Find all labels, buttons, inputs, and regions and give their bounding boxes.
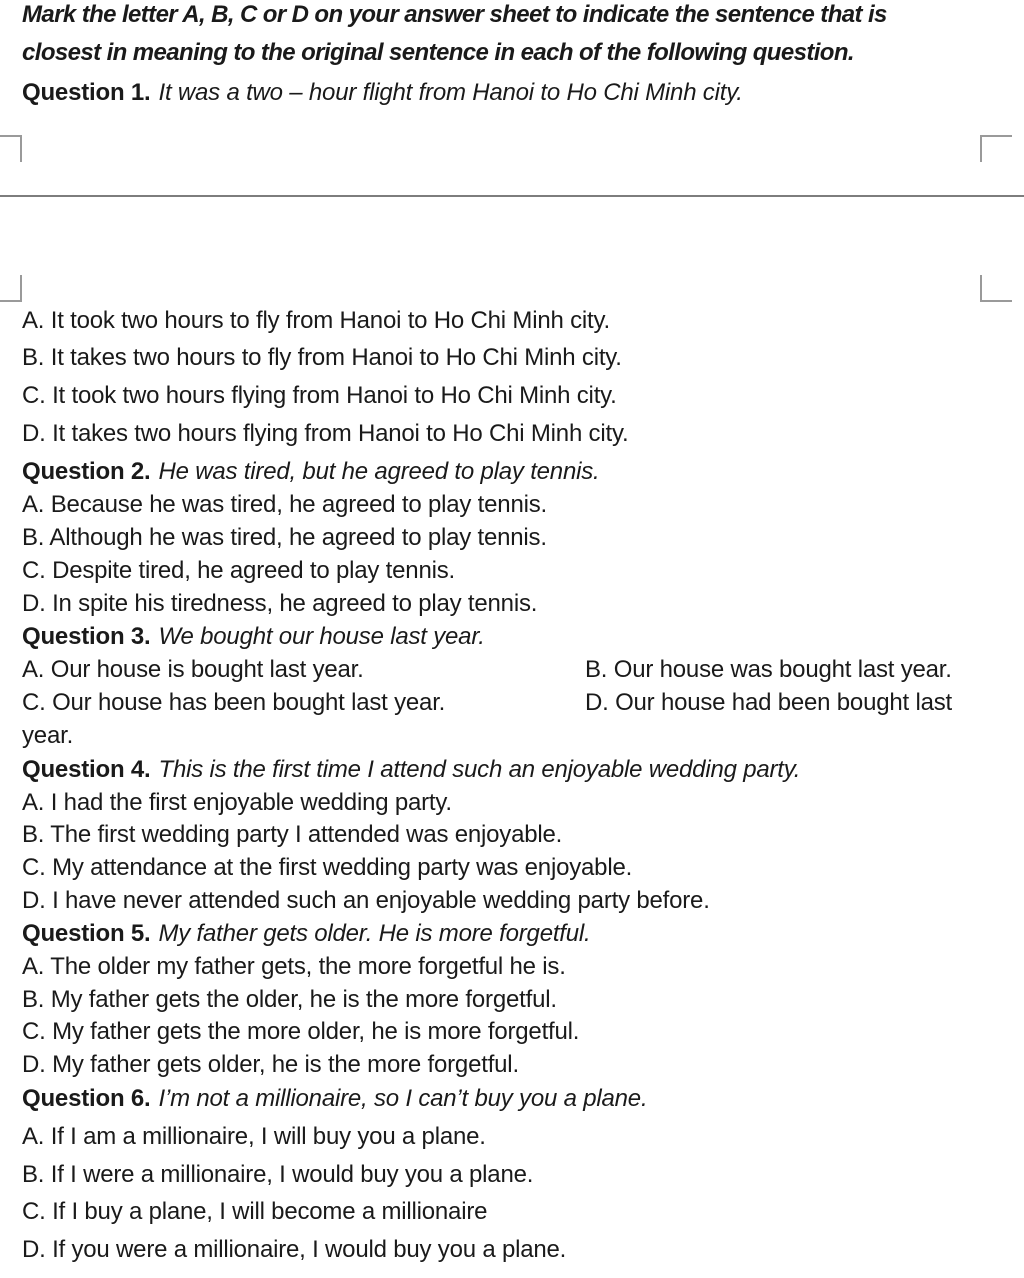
option-b: B. If I were a millionaire, I would buy you a plane.	[22, 1161, 534, 1188]
option-a: A. I had the first enjoyable wedding party.	[22, 789, 452, 816]
option-a: A. Because he was tired, he agreed to play tennis.	[22, 491, 547, 518]
page-corner-mark	[980, 275, 1012, 302]
question-text: My father gets older. He is more forgetful.	[158, 920, 591, 947]
instructions-line-2: closest in meaning to the original sentence in each of the following question.	[22, 39, 854, 66]
question-label: Question 6.	[22, 1085, 151, 1112]
instructions-line-1: Mark the letter A, B, C or D on your answer sheet to indicate the sentence that is	[22, 1, 887, 28]
question-label: Question 4.	[22, 756, 151, 783]
question-3-heading	[22, 622, 485, 652]
option-c: C. My attendance at the first wedding party was enjoyable.	[22, 854, 633, 881]
question-6-heading	[22, 1084, 647, 1114]
question-2-heading	[22, 457, 600, 487]
option-d: D. Our house had been bought last	[585, 689, 952, 716]
question-label: Question 2.	[22, 458, 151, 485]
question-1-heading	[22, 78, 743, 108]
option-c: C. If I buy a plane, I will become a millionaire	[22, 1198, 488, 1225]
option-d: D. In spite his tiredness, he agreed to play tennis.	[22, 590, 538, 617]
question-label: Question 3.	[22, 623, 151, 650]
option-a: A. If I am a millionaire, I will buy you a plane.	[22, 1123, 486, 1150]
question-text: It was a two – hour flight from Hanoi to Ho Chi Minh city.	[158, 79, 743, 106]
page-corner-mark	[980, 135, 1012, 162]
option-c: C. My father gets the more older, he is more forgetful.	[22, 1018, 580, 1045]
option-b: B. Although he was tired, he agreed to play tennis.	[22, 524, 547, 551]
option-d: D. It takes two hours flying from Hanoi to Ho Chi Minh city.	[22, 420, 629, 447]
option-b: B. It takes two hours to fly from Hanoi to Ho Chi Minh city.	[22, 344, 622, 371]
option-d: D. If you were a millionaire, I would buy you a plane.	[22, 1236, 567, 1263]
question-label: Question 1.	[22, 79, 151, 106]
option-b: B. The first wedding party I attended was enjoyable.	[22, 821, 563, 848]
page-separator	[0, 195, 1024, 197]
option-b: B. Our house was bought last year.	[585, 656, 952, 683]
page-corner-mark	[0, 135, 22, 162]
question-text: We bought our house last year.	[158, 623, 485, 650]
option-d: D. My father gets older, he is the more forgetful.	[22, 1051, 519, 1078]
question-text: He was tired, but he agreed to play tennis.	[158, 458, 600, 485]
option-d: D. I have never attended such an enjoyable wedding party before.	[22, 887, 710, 914]
question-5-heading	[22, 919, 591, 949]
option-d-continuation: year.	[22, 722, 74, 749]
option-c: C. Our house has been bought last year.	[22, 689, 446, 716]
question-label: Question 5.	[22, 920, 151, 947]
option-c: C. Despite tired, he agreed to play tennis.	[22, 557, 455, 584]
option-c: C. It took two hours flying from Hanoi to Ho Chi Minh city.	[22, 382, 617, 409]
option-a: A. The older my father gets, the more forgetful he is.	[22, 953, 566, 980]
question-text: This is the first time I attend such an enjoyable wedding party.	[158, 756, 801, 783]
question-text: I’m not a millionaire, so I can’t buy you a plane.	[158, 1085, 648, 1112]
page-corner-mark	[0, 275, 22, 302]
option-a: A. Our house is bought last year.	[22, 656, 364, 683]
option-a: A. It took two hours to fly from Hanoi to Ho Chi Minh city.	[22, 307, 610, 334]
question-4-heading	[22, 755, 800, 785]
option-b: B. My father gets the older, he is the more forgetful.	[22, 986, 557, 1013]
